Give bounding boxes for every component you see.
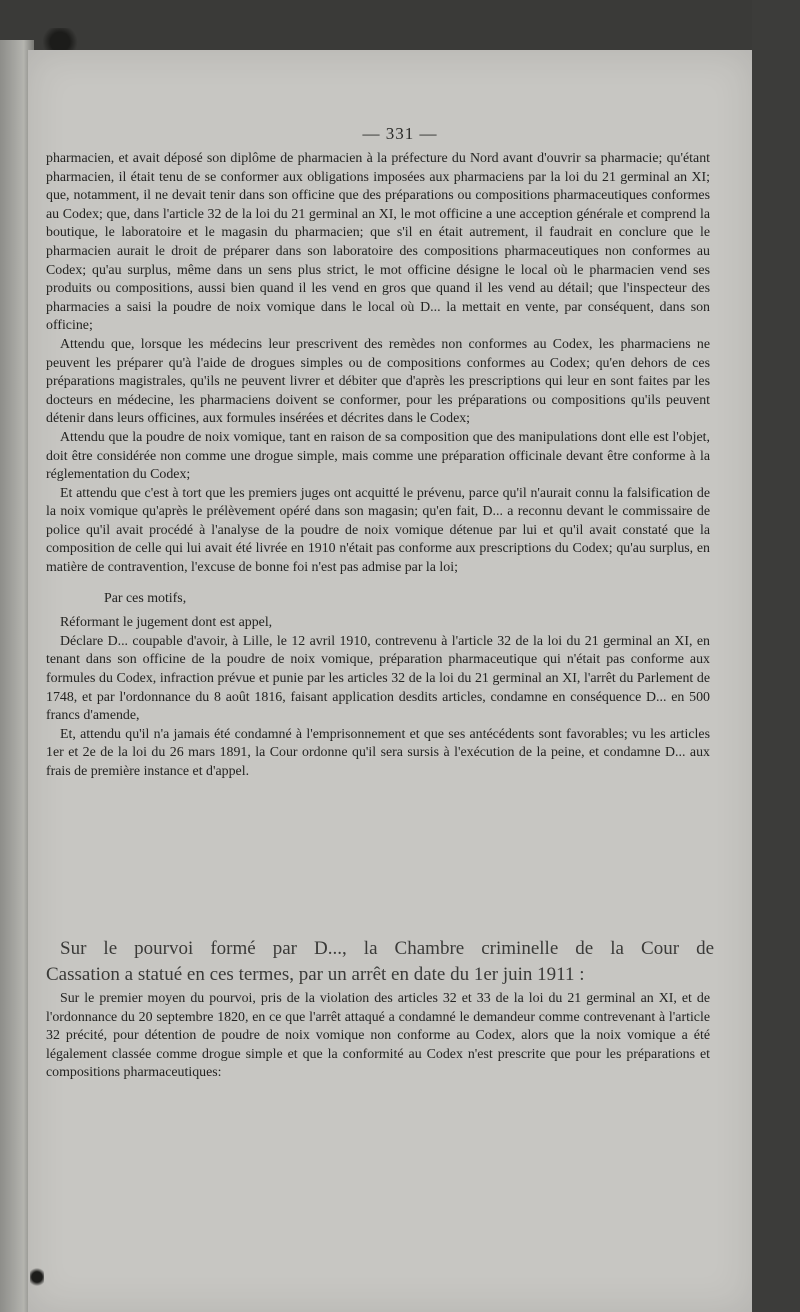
sursis-paragraph: Et, attendu qu'il n'a jamais été condamné à l'emprisonnement et que ses antécédents sont favorables; vu les articles 1er et 2e de la loi du 26 mars 1891, la Cour ordonne qu'il sera sursis à l'exécution de la peine, et condamne D... aux frais de première instance et d'appel. (46, 726, 710, 779)
page-number: — 331 — (362, 124, 438, 143)
reformant-line: Réformant le jugement dont est appel, (60, 615, 273, 631)
declare-paragraph: Déclare D... coupable d'avoir, à Lille, le 12 avril 1910, contrevenu à l'article 32 de la loi du 21 germinal an XI, en tenant dans son officine de la poudre de noix vomique, préparation pharmaceutique qui n'était pas conforme aux formules du Codex, infraction prévue et punie par les articles 32 de la loi du 21 germinal an XI, l'arrêt du Parlement de 1748, et par l'ordonnance du 8 août 1816, faisant application desdits articles, condamne en conséquence D... en 500 francs d'amende, (46, 633, 710, 724)
arret-text (46, 990, 710, 1083)
decision-line-1: Sur le pourvoi formé par D..., la Chambre criminelle de la Cour de (60, 938, 714, 959)
decision-heading (46, 936, 714, 988)
paragraph: pharmacien, et avait déposé son diplôme de pharmacien à la préfecture du Nord avant d'ouvrir sa pharmacie; qu'étant pharmacien, il était tenu de se conformer aux obligations imposées aux pharmaciens par la loi du 21 germinal an XI; que, notamment, il ne devait tenir dans son officine que des préparations ou compositions pharmaceutiques conformes au Codex; que, dans l'article 32 de la loi du 21 germinal an XI, le mot officine a une acception générale et comprend la boutique, le laboratoire et le magasin du pharmacien; que s'il en était autrement, il faudrait en conclure que le pharmacien aurait le droit de préparer dans son laboratoire des compositions pharmaceutiques non conformes au Codex; qu'au surplus, même dans un sens plus strict, le mot officine désigne le local où le pharmacien vend ses produits ou compositions, aussi bien quand il les vend en gros que quand il les vend au détail; que l'inspecteur des pharmacies a saisi la poudre de noix vomique dans le local où D... la mettait en vente, par conséquent, dans son officine; (46, 151, 710, 334)
arret-paragraph: Sur le premier moyen du pourvoi, pris de la violation des articles 32 et 33 de la loi du 21 germinal an XI, et de l'ordonnance du 20 septembre 1820, en ce que l'arrêt attaqué a condamné le demandeur comme contrevenant à l'article 32 précité, pour détention de poudre de noix vomique non conforme au Codex, alors que la noix vomique a été légalement classée comme drogue simple et que la conformité au Codex n'est prescrite que pour les préparations et compositions pharmaceutiques: (46, 991, 710, 1081)
ink-blot (30, 1266, 44, 1288)
paragraph: Attendu que la poudre de noix vomique, tant en raison de sa composition que des manipulations dont elle est l'objet, doit être considérée non comme une drogue simple, mais comme une préparation officinale devant être conforme à la réglementation du Codex; (46, 429, 710, 483)
scan-background (752, 0, 800, 1312)
paragraph: Attendu que, lorsque les médecins leur prescrivent des remèdes non conformes au Codex, les pharmaciens ne peuvent les préparer qu'à l'aide de drogues simples ou de compositions conformes au Codex; qu'en dehors de ces préparations magistrales, qu'ils ne peuvent livrer et débiter que d'après les prescriptions qui leur en sont faites par les docteurs en médecine, les pharmaciens doivent se conformer, pour les préparations ou compositions qu'ils peuvent détenir dans leurs officines, aux formules insérées et décrites dans le Codex; (46, 336, 710, 427)
body-text (46, 150, 710, 782)
paragraph: Et attendu que c'est à tort que les premiers juges ont acquitté le prévenu, parce qu'il n'aurait connu la falsification de la noix vomique qu'après le prélèvement opéré dans son magasin; qu'en fait, D... a reconnu devant le commissaire de police qu'il avait procédé à l'analyse de la poudre de noix vomique détenue par lui et qu'il avait constaté que la composition de celle qui lui avait été livrée en 1910 n'était pas conforme aux prescriptions du Codex; qu'au surplus, en matière de contravention, l'excuse de bonne foi n'est pas admise par la loi; (46, 485, 710, 576)
decision-line-2: Cassation a statué en ces termes, par un arrêt en date du 1er juin 1911 : (46, 964, 585, 985)
motifs-line: Par ces motifs, (104, 590, 187, 606)
